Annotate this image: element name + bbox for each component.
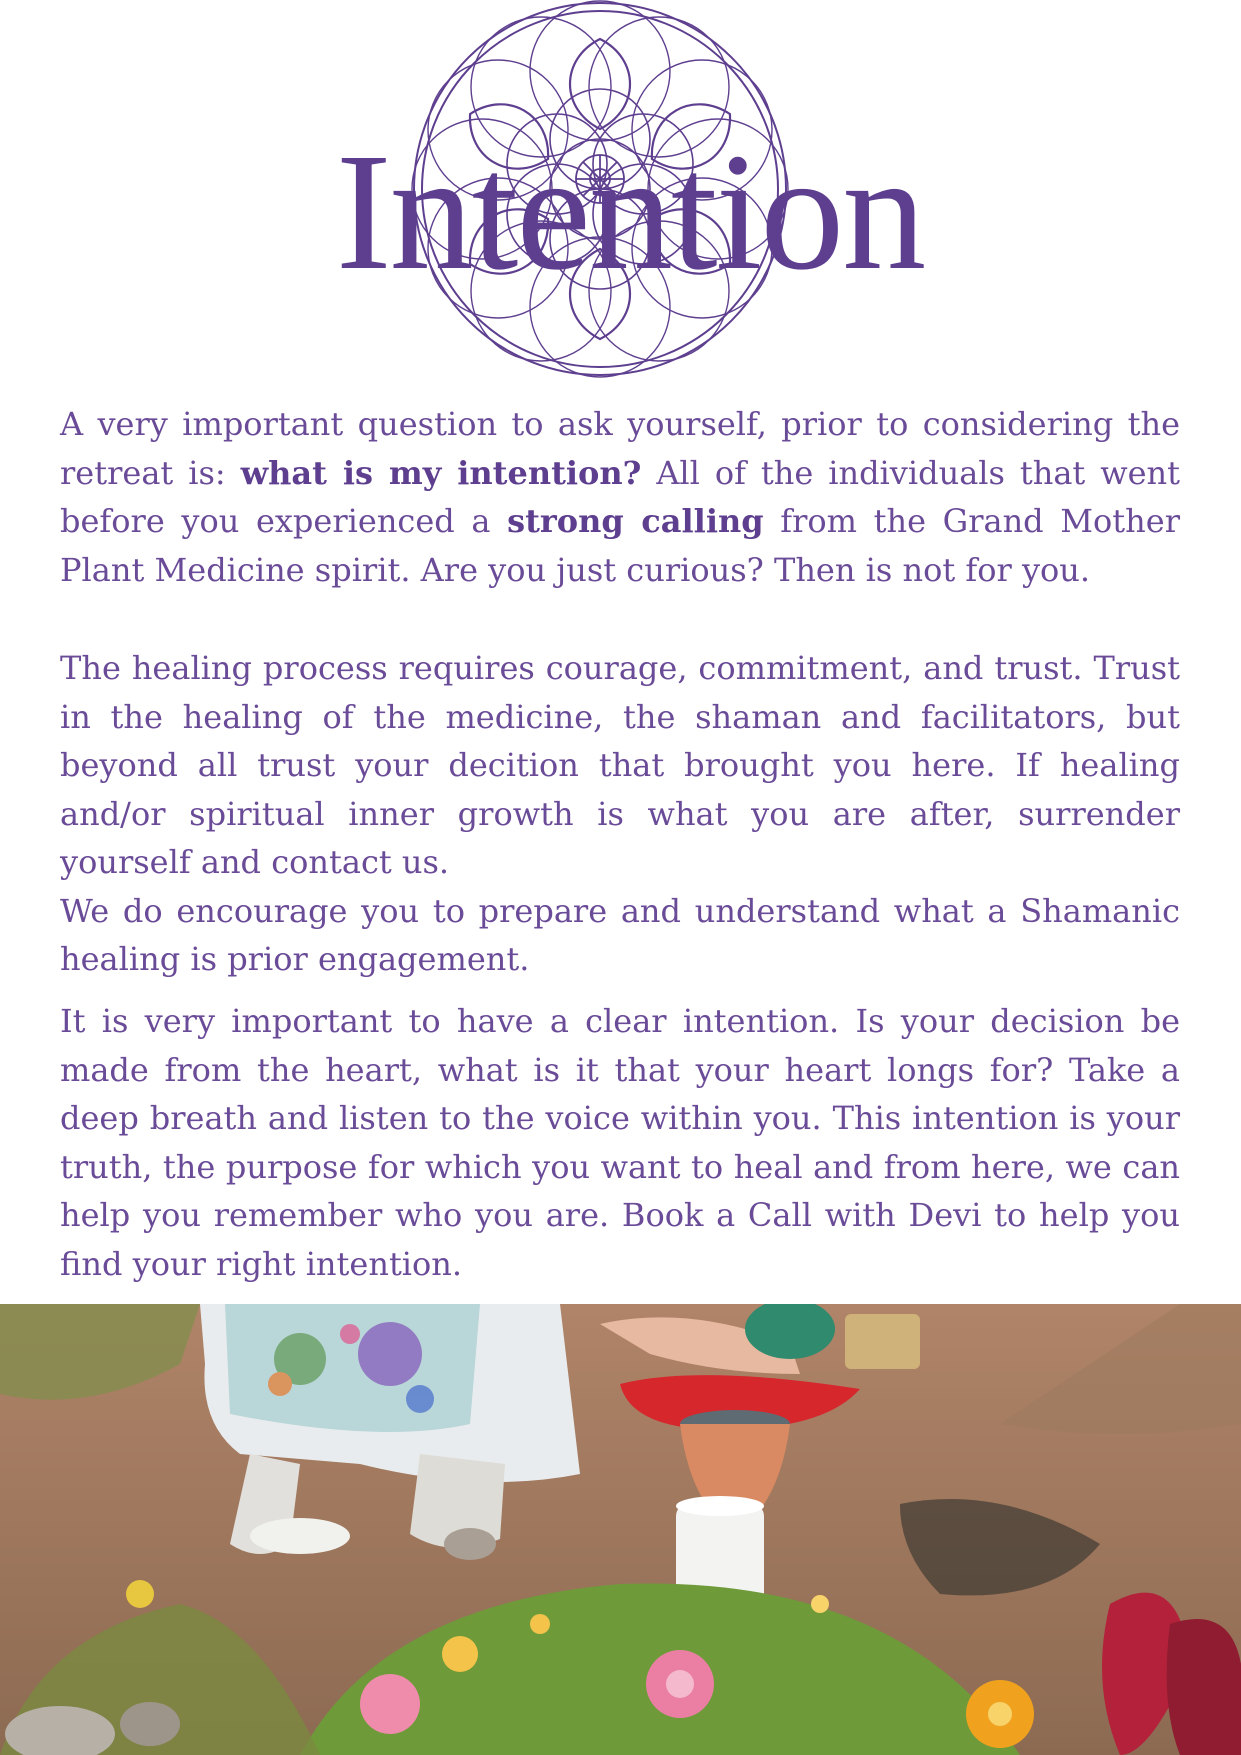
intention-question: what is my intention? xyxy=(240,453,642,492)
healing-process-paragraph: The healing process requires courage, commitment, and trust. Trust in the healing of the medicine, the shaman and facilitators, but beyond all trust your decition that brought you here. If healing and/or spiritual inner growth is what you are after, surrender yourself and contact us. xyxy=(60,649,1180,881)
ceremony-photo xyxy=(0,1304,1241,1755)
intro-text-3: from the Grand Mother Plant Medicine spirit. Are you just curious? Then is not for you. xyxy=(60,502,1181,589)
healing-process-section xyxy=(60,644,1180,984)
page-title: Intention xyxy=(335,119,925,305)
intro-text-2: All of the individuals that went before you experienced a xyxy=(60,453,1180,540)
intro-paragraph xyxy=(60,400,1180,594)
clear-intention-paragraph: It is very important to have a clear intention. Is your decision be made from the heart, what is it that your heart longs for? Take a deep breath and listen to the voice within you. This intention is your truth, the purpose for which you want to heal and from here, we can help you remember who you are. Book a Call with Devi to help you find your right intention. xyxy=(60,1002,1180,1283)
intro-text-1: A very important question to ask yourself, prior to considering the retreat is: xyxy=(60,405,1180,492)
preparation-paragraph: We do encourage you to prepare and understand what a Shamanic healing is prior engagement. xyxy=(60,891,1180,978)
strong-calling-emphasis: strong calling xyxy=(507,502,764,540)
